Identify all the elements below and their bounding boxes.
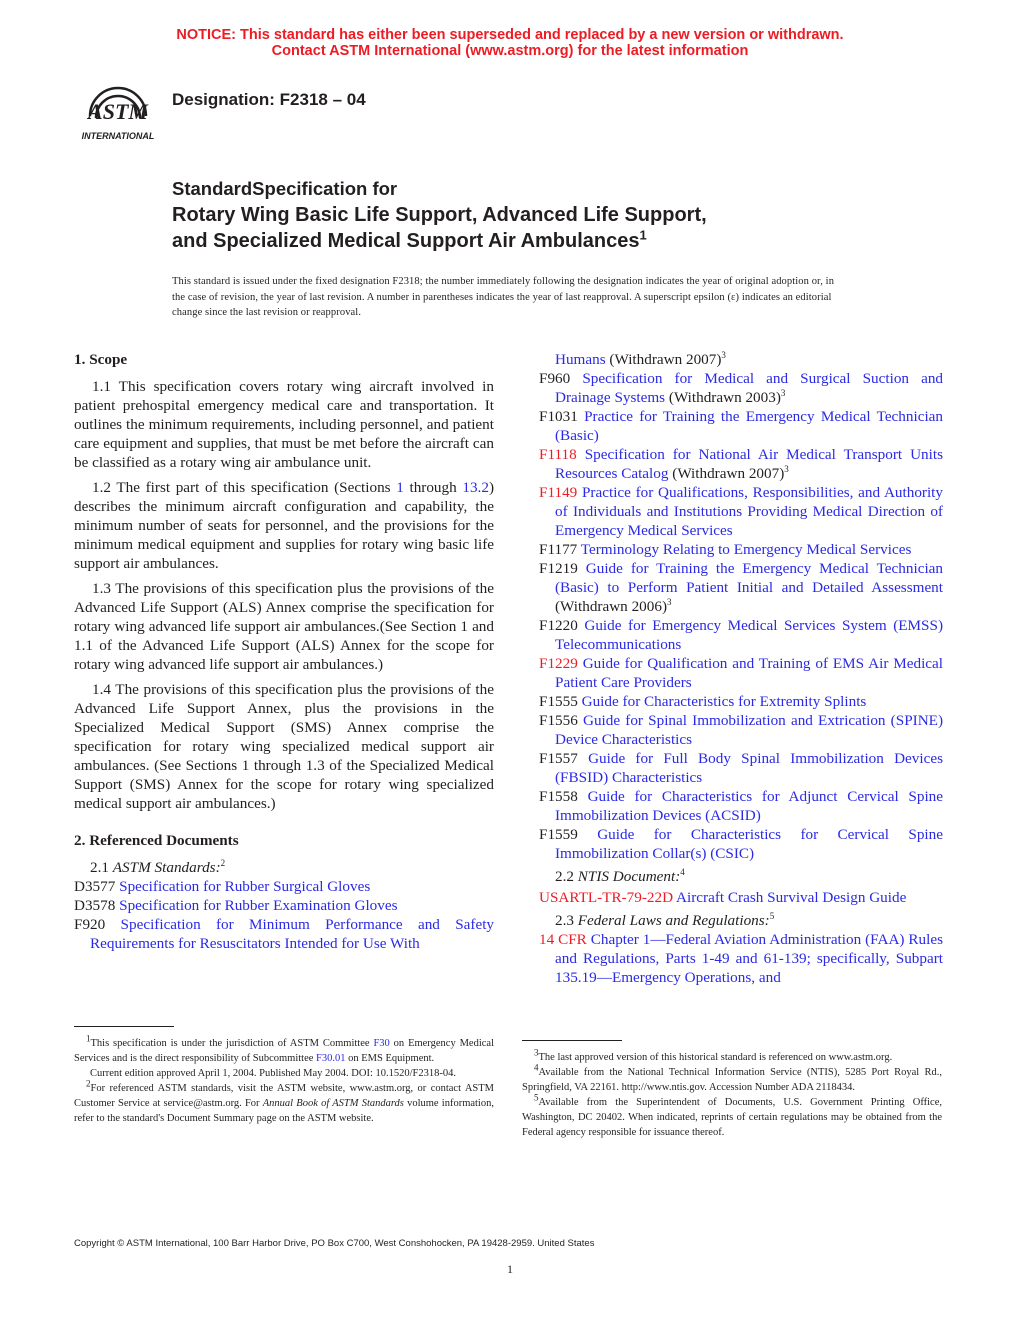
cfr-code-link[interactable]: 14 CFR [539, 931, 587, 948]
left-column [74, 350, 494, 953]
reference-link[interactable]: Specification for Medical and Surgical Suction and Drainage Systems [555, 370, 944, 406]
notice-banner [0, 27, 1020, 59]
footnotes-right [522, 1047, 942, 1140]
reference-code: F1220 [539, 617, 578, 634]
reference-link[interactable]: Humans [555, 351, 606, 368]
right-column [539, 350, 943, 987]
astm-standards-label: 2.1 ASTM Standards:$^2$ [90, 857, 226, 876]
notice-line-1: NOTICE: This standard has either been superseded and replaced by a new version or withdrawn. [176, 27, 844, 43]
notice-line-2: Contact ASTM International (www.astm.org) for the latest information [271, 43, 749, 59]
reference-item [539, 540, 943, 559]
reference-item [539, 616, 943, 654]
title-footnote-mark: 1 [639, 227, 647, 243]
reference-code: F1556 [539, 712, 578, 729]
withdrawn-note: (Withdrawn 2003) [665, 389, 781, 406]
issuance-note: This standard is issued under the fixed designation F2318; the number immediately following the designation indicates the year of original adoption or, in the case of revision, the year of last revision. A number in parentheses indicates the year of last reapproval. A superscript epsilon (ε) indicates an editorial change since the last revision or reapproval. [172, 276, 835, 318]
cfr-reference [539, 930, 943, 987]
designation: Designation: F2318 – 04 [172, 90, 366, 109]
reference-link[interactable]: Practice for Qualifications, Responsibilities, and Authority of Individuals and Institutions Providing Medical Direction of Emergency Medical Services [555, 484, 943, 539]
reference-item [539, 369, 943, 407]
footnote-1-edition: Current edition approved April 1, 2004. Published May 2004. DOI: 10.1520/F2318-04. [90, 1068, 457, 1079]
reference-link[interactable]: Guide for Emergency Medical Services System (EMSS) Telecommunications [555, 617, 944, 653]
section-link-13-2[interactable]: 13.2 [462, 479, 489, 496]
reference-code: F1558 [539, 788, 578, 805]
reference-item [539, 654, 943, 692]
reference-code: F1559 [539, 826, 578, 843]
reference-item [539, 483, 943, 540]
ntis-code-link[interactable]: USARTL-TR-79-22D [539, 889, 674, 906]
section-heading-referenced-documents: 2. Referenced Documents [74, 832, 239, 849]
reference-link[interactable]: Terminology Relating to Emergency Medical Services [580, 541, 912, 558]
reference-item [539, 787, 943, 825]
reference-item [74, 896, 494, 915]
reference-code: F1555 [539, 693, 578, 710]
footnotes-left [74, 1033, 494, 1126]
reference-link[interactable]: Guide for Training the Emergency Medical Technician (Basic) to Perform Patient Initial and Detailed Assessment [555, 560, 943, 596]
reference-code: F960 [539, 370, 571, 387]
astm-logo [74, 72, 162, 144]
reference-item [539, 559, 943, 616]
committee-link[interactable]: F30 [373, 1038, 390, 1049]
copyright: Copyright © ASTM International, 100 Barr Harbor Drive, PO Box C700, West Conshohocken, PA 19428-2959. United States [74, 1238, 595, 1249]
section-heading-scope: 1. Scope [74, 351, 128, 368]
scope-para-1-1: 1.1 This specification covers rotary wing aircraft involved in patient prehospital emergency medical care and transportation. It outlines the minimum requirements, including personnel, and patient care equipment and supplies, that must be met before the aircraft can be classified as a rotary wing air ambulance unit. [74, 378, 494, 471]
footnote-2: $^2$For referenced ASTM standards, visit the ASTM website, www.astm.org, or contact ASTM Customer Service at service@astm.org. For Annual Book of ASTM Standards volume information, refer to the standard's Document Summary page on the ASTM website. [74, 1078, 494, 1124]
reference-code: D3577 [74, 878, 116, 895]
reference-item [539, 692, 943, 711]
ntis-reference [539, 888, 943, 907]
reference-item [74, 915, 494, 953]
footnote-1: $^1$This specification is under the jurisdiction of ASTM Committee F30 on Emergency Medical Services and is the direct responsibility of Subcommittee F30.01 on EMS Equipment. [74, 1033, 494, 1064]
page-number: 1 [507, 1262, 513, 1276]
footnote-mark: 3 [784, 463, 789, 474]
reference-link[interactable]: Specification for National Air Medical Transport Units Resources Catalog [555, 446, 943, 482]
footnote-mark: 3 [667, 596, 672, 607]
footnote-3: $^3$The last approved version of this historical standard is referenced on www.astm.org. [534, 1047, 893, 1063]
reference-code: D3578 [74, 897, 116, 914]
reference-item [539, 749, 943, 787]
reference-link[interactable]: Guide for Characteristics for Adjunct Cervical Spine Immobilization Devices (ACSID) [555, 788, 944, 824]
footnote-mark: 3 [780, 387, 786, 398]
reference-link[interactable]: Guide for Characteristics for Cervical Spine Immobilization Collar(s) (CSIC) [555, 826, 943, 862]
reference-link[interactable]: Specification for Rubber Examination Gloves [119, 897, 398, 914]
logo-subtext: INTERNATIONAL [81, 131, 155, 141]
cfr-title-link[interactable]: Chapter 1—Federal Aviation Administration (FAA) Rules and Regulations, Parts 1-49 and 61-139; specifically, Subpart 135.19—Emergency Operations, and [555, 931, 943, 986]
reference-link[interactable]: Specification for Minimum Performance and Safety Requirements for Resuscitators Intended for Use With [90, 916, 495, 952]
reference-link[interactable]: Specification for Rubber Surgical Gloves [119, 878, 371, 895]
scope-para-1-2: 1.2 The first part of this specification (Sections 1 through 13.2) describes the minimum aircraft configuration and capability, the minimum number of seats for personnel, and the provisions for the minimum medical equipment and supplies for rotary wing basic life support air ambulances. [74, 479, 494, 572]
reference-item [539, 445, 943, 483]
withdrawn-note: (Withdrawn 2006) [555, 598, 667, 615]
section-link-1[interactable]: 1 [396, 479, 404, 496]
footnote-rule-right [522, 1040, 622, 1041]
reference-code: F1557 [539, 750, 578, 767]
document-title [172, 176, 707, 254]
reference-code[interactable]: F1229 [539, 655, 578, 672]
reference-item [539, 825, 943, 863]
title-line-3: and Specialized Medical Support Air Ambulances$^1$ [172, 227, 647, 252]
reference-code: F1031 [539, 408, 578, 425]
footnote-rule-left [74, 1026, 174, 1027]
footnote-4: $^4$Available from the National Technical Information Service (NTIS), 5285 Port Royal Rd., Springfield, VA 22161. http://www.ntis.gov. Accession Number ADA 2118434. [522, 1062, 942, 1093]
reference-code: F1177 [539, 541, 578, 558]
reference-code[interactable]: F1118 [539, 446, 577, 463]
reference-continuation: Humans (Withdrawn 2007)$^3$ [555, 349, 726, 368]
reference-item [539, 407, 943, 445]
scope-para-1-3: 1.3 The provisions of this specification plus the provisions of the Advanced Life Support (ALS) Annex comprise the specification for rotary wing advanced life support air ambulances.(See Section 1 and 1.1 of the Advanced Life Support (ALS) Annex for the scope for rotary wing advanced life support air ambulances.) [74, 580, 494, 673]
reference-link[interactable]: Guide for Qualification and Training of EMS Air Medical Patient Care Providers [555, 655, 944, 691]
reference-link[interactable]: Guide for Full Body Spinal Immobilization Devices (FBSID) Characteristics [555, 750, 943, 786]
ntis-title-link[interactable]: Aircraft Crash Survival Design Guide [673, 889, 907, 906]
reference-item [539, 711, 943, 749]
title-line-1: StandardSpecification for [172, 178, 398, 199]
reference-code[interactable]: F1149 [539, 484, 578, 501]
reference-link[interactable]: Guide for Spinal Immobilization and Extrication (SPINE) Device Characteristics [555, 712, 943, 748]
reference-link[interactable]: Guide for Characteristics for Extremity Splints [581, 693, 867, 710]
reference-code: F920 [74, 916, 106, 933]
reference-link[interactable]: Practice for Training the Emergency Medical Technician (Basic) [555, 408, 943, 444]
withdrawn-note: (Withdrawn 2007) [668, 465, 785, 482]
title-line-2: Rotary Wing Basic Life Support, Advanced Life Support, [172, 204, 707, 226]
footnote-5: $^5$Available from the Superintendent of Documents, U.S. Government Printing Office, Washington, DC 20402. When indicated, reprints of certain regulations may be obtained from the Federal agency responsible for issuance thereof. [522, 1092, 942, 1138]
ntis-document-label: 2.2 NTIS Document:$^4$ [555, 866, 685, 885]
subcommittee-link[interactable]: F30.01 [316, 1053, 346, 1064]
federal-laws-label: 2.3 Federal Laws and Regulations:$^5$ [555, 910, 775, 929]
reference-item [74, 877, 494, 896]
logo-text: ASTM [88, 99, 148, 124]
scope-para-1-4: 1.4 The provisions of this specification plus the provisions of the Advanced Life Support Annex, plus the provisions in the Specialized Medical Support (SMS) Annex comprise the specification for rotary wing specialized medical support air ambulances. (See Sections 1 through 1.3 of the Specialized Medical Support (SMS) Annex for the scope for rotary wing specialized medical support air ambulances.) [74, 681, 494, 812]
reference-code: F1219 [539, 560, 578, 577]
